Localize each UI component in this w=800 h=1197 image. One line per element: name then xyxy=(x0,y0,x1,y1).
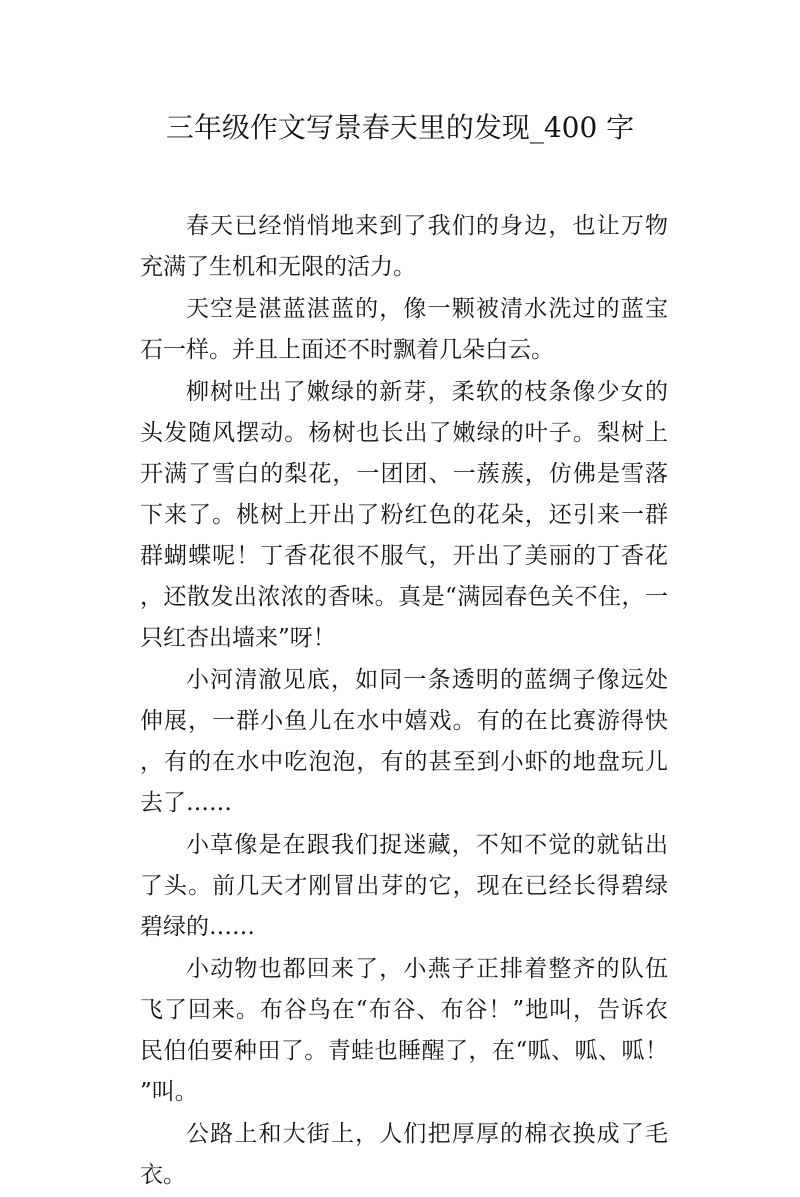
paragraph-trees-flowers: 柳树吐出了嫩绿的新芽，柔软的枝条像少女的头发随风摆动。杨树也长出了嫩绿的叶子。梨树上开满了雪白的梨花，一团团、一蔟蔟，仿佛是雪落下来了。桃树上开出了粉红色的花朵，还引来一群群蝴蝶呢！丁香花很不服气，开出了美丽的丁香花，还散发出浓浓的香味。真是“满园春色关不住，一只红杏出墙来”呀！ xyxy=(140,379,668,651)
paragraph-people: 公路上和大街上，人们把厚厚的棉衣换成了毛衣。 xyxy=(140,1121,668,1188)
paragraph-grass: 小草像是在跟我们捉迷藏，不知不觉的就钻出了头。前几天才刚冒出芽的它，现在已经长得碧绿碧绿的…… xyxy=(140,832,668,940)
document-body xyxy=(140,206,668,1197)
paragraph-spring-arrival: 春天已经悄悄地来到了我们的身边，也让万物充满了生机和无限的活力。 xyxy=(140,213,668,280)
paragraph-animals: 小动物也都回来了，小燕子正排着整齐的队伍飞了回来。布谷鸟在“布谷、布谷！”地叫，告诉农民伯伯要种田了。青蛙也睡醒了，在“呱、呱、呱！”叫。 xyxy=(140,956,668,1105)
paragraph-river: 小河清澈见底，如同一条透明的蓝绸子像远处伸展，一群小鱼儿在水中嬉戏。有的在比赛游得快，有的在水中吃泡泡，有的甚至到小虾的地盘玩儿去了…… xyxy=(140,667,668,816)
paragraph-sky: 天空是湛蓝湛蓝的，像一颗被清水洗过的蓝宝石一样。并且上面还不时飘着几朵白云。 xyxy=(140,296,668,363)
document-title: 三年级作文写景春天里的发现_400 字 xyxy=(165,111,635,144)
